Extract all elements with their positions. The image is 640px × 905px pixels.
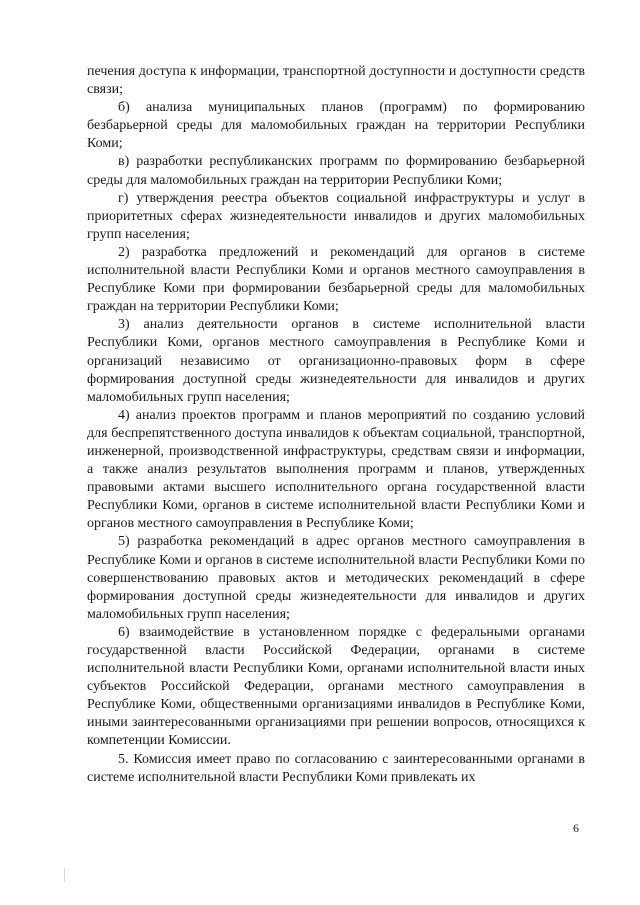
paragraph-item-3: 3) анализ деятельности органов в системе исполнительной власти Республики Коми, органов местного самоуправления в Республике Коми и организаций независимо от организационно-правовых форм в сфере формирования доступной среды жизнедеятельности для инвалидов и других маломобильных групп населения; (87, 317, 585, 405)
paragraph-item-2: 2) разработка предложений и рекомендаций для органов в системе исполнительной власти Республики Коми и органов местного самоуправления в Республике Коми при формировании безбарьерной среды для маломобильных граждан на территории Республики Коми; (87, 244, 585, 315)
body-text (87, 63, 585, 787)
paragraph-continuation: печения доступа к информации, транспортной доступности и доступности средств связи; (87, 64, 585, 98)
paragraph-item-4: 4) анализ проектов программ и планов мероприятий по созданию условий для беспрепятственного доступа инвалидов к объектам социальной, транспортной, инженерной, производственной инфраструктуры, средствам связи и информации, а также анализ результатов выполнения программ и планов, утвержденных правовыми актами высшего исполнительного органа государственной власти Республики Коми, органов в системе исполнительной власти Республики Коми и органов местного самоуправления в Республике Коми; (87, 407, 585, 532)
page-number: 6 (573, 821, 579, 835)
paragraph-item-g: г) утверждения реестра объектов социальной инфраструктуры и услуг в приоритетных сферах жизнедеятельности инвалидов и других маломобильных групп населения; (87, 190, 585, 242)
paragraph-item-6: 6) взаимодействие в установленном порядке с федеральными органами государственной власти Российской Федерации, органами в системе исполнительной власти Республики Коми, органами исполнительной власти иных субъектов Российской Федерации, органами местного самоуправления в Республике Коми, общественными организациями инвалидов в Республике Коми, иными заинтересованными организациями при решении вопросов, относящихся к компетенции Комиссии. (87, 624, 585, 749)
paragraph-item-b: б) анализа муниципальных планов (программ) по формированию безбарьерной среды для маломобильных граждан на территории Республики Коми; (87, 100, 585, 152)
paragraph-section-5: 5. Комиссия имеет право по согласованию с заинтересованными органами в системе исполнительной власти Республики Коми привлекать их (87, 751, 585, 785)
scan-mark (64, 868, 65, 882)
paragraph-item-5: 5) разработка рекомендаций в адрес органов местного самоуправления в Республике Коми и органов в системе исполнительной власти Республики Коми по совершенствованию правовых актов и методических рекомендаций в сфере формирования доступной среды жизнедеятельности для инвалидов и других маломобильных групп населения; (87, 534, 585, 622)
paragraph-item-v: в) разработки республиканских программ по формированию безбарьерной среды для маломобильных граждан на территории Республики Коми; (87, 154, 585, 188)
